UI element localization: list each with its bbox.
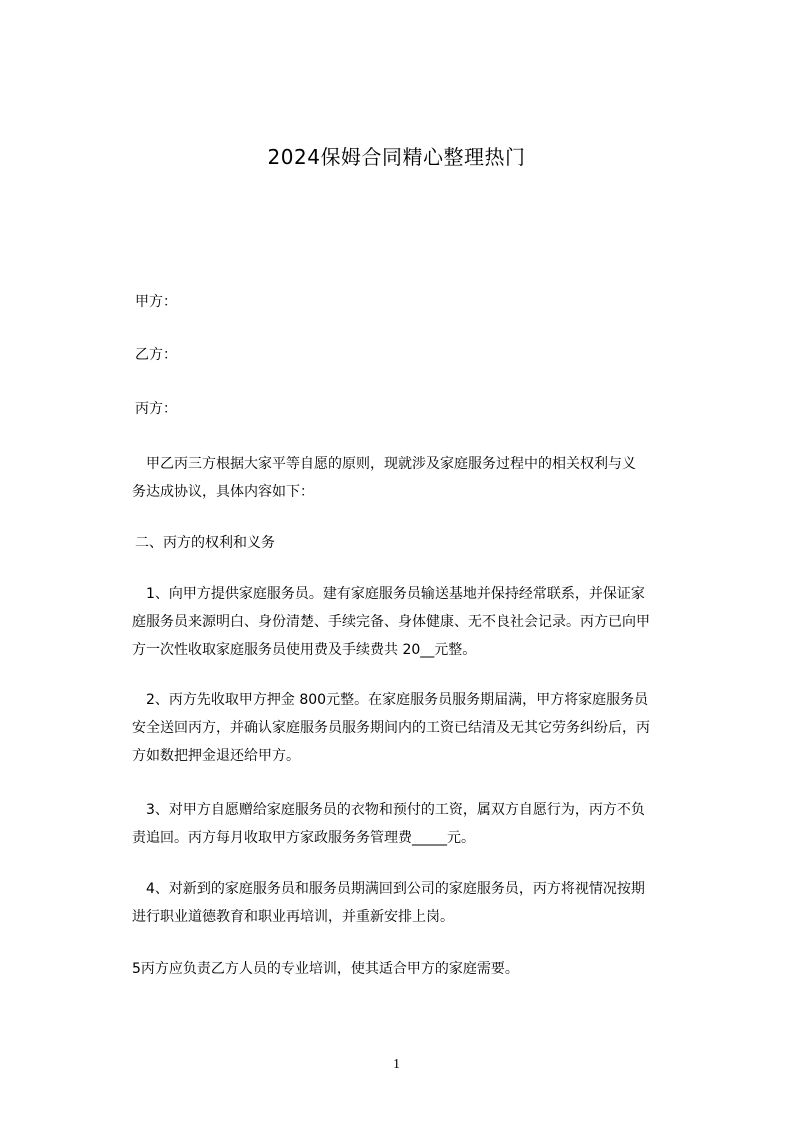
clause-line: 4、对新到的家庭服务员和服务员期满回到公司的家庭服务员，丙方将视情况按期 bbox=[132, 881, 645, 897]
clause-line: 责追回。丙方每月收取甲方家政服务务管理费_____元。 bbox=[132, 830, 475, 846]
clause-line: 2、丙方先收取甲方押金 800元整。在家庭服务员服务期届满，甲方将家庭服务员 bbox=[132, 692, 649, 708]
section-heading: 二、丙方的权利和义务 bbox=[135, 535, 275, 551]
clause-2-paragraph bbox=[132, 686, 720, 770]
clause-line: 方一次性收取家庭服务员使用费及手续费共 20__元整。 bbox=[132, 642, 477, 658]
intro-paragraph bbox=[132, 450, 720, 506]
document-title: 2024保姆合同精心整理热门 bbox=[267, 145, 526, 169]
clause-line: 进行职业道德教育和职业再培训，并重新安排上岗。 bbox=[132, 909, 454, 925]
clause-line: 方如数把押金退还给甲方。 bbox=[132, 748, 300, 764]
intro-line: 甲乙丙三方根据大家平等自愿的原则，现就涉及家庭服务过程中的相关权利与义 bbox=[132, 456, 636, 472]
clause-1-paragraph bbox=[132, 580, 720, 664]
party-c-label: 丙方： bbox=[135, 401, 177, 417]
clause-line: 3、对甲方自愿赠给家庭服务员的衣物和预付的工资，属双方自愿行为，丙方不负 bbox=[132, 802, 645, 818]
clause-3-paragraph bbox=[132, 796, 720, 852]
clause-line: 安全送回丙方，并确认家庭服务员服务期间内的工资已结清及无其它劳务纠纷后，丙 bbox=[132, 720, 650, 736]
party-b-label: 乙方： bbox=[135, 347, 177, 363]
clause-line: 1、向甲方提供家庭服务员。建有家庭服务员输送基地并保持经常联系，并保证家 bbox=[132, 586, 645, 602]
clause-line: 庭服务员来源明白、身份清楚、手续完备、身体健康、无不良社会记录。丙方已向甲 bbox=[132, 614, 650, 630]
page-number: 1 bbox=[393, 1057, 400, 1072]
clause-4-paragraph bbox=[132, 875, 720, 931]
clause-5-paragraph bbox=[132, 955, 720, 983]
clause-line: 5丙方应负责乙方人员的专业培训，使其适合甲方的家庭需要。 bbox=[132, 961, 519, 977]
party-a-label: 甲方： bbox=[135, 294, 177, 310]
intro-line: 务达成协议，具体内容如下： bbox=[132, 484, 314, 500]
